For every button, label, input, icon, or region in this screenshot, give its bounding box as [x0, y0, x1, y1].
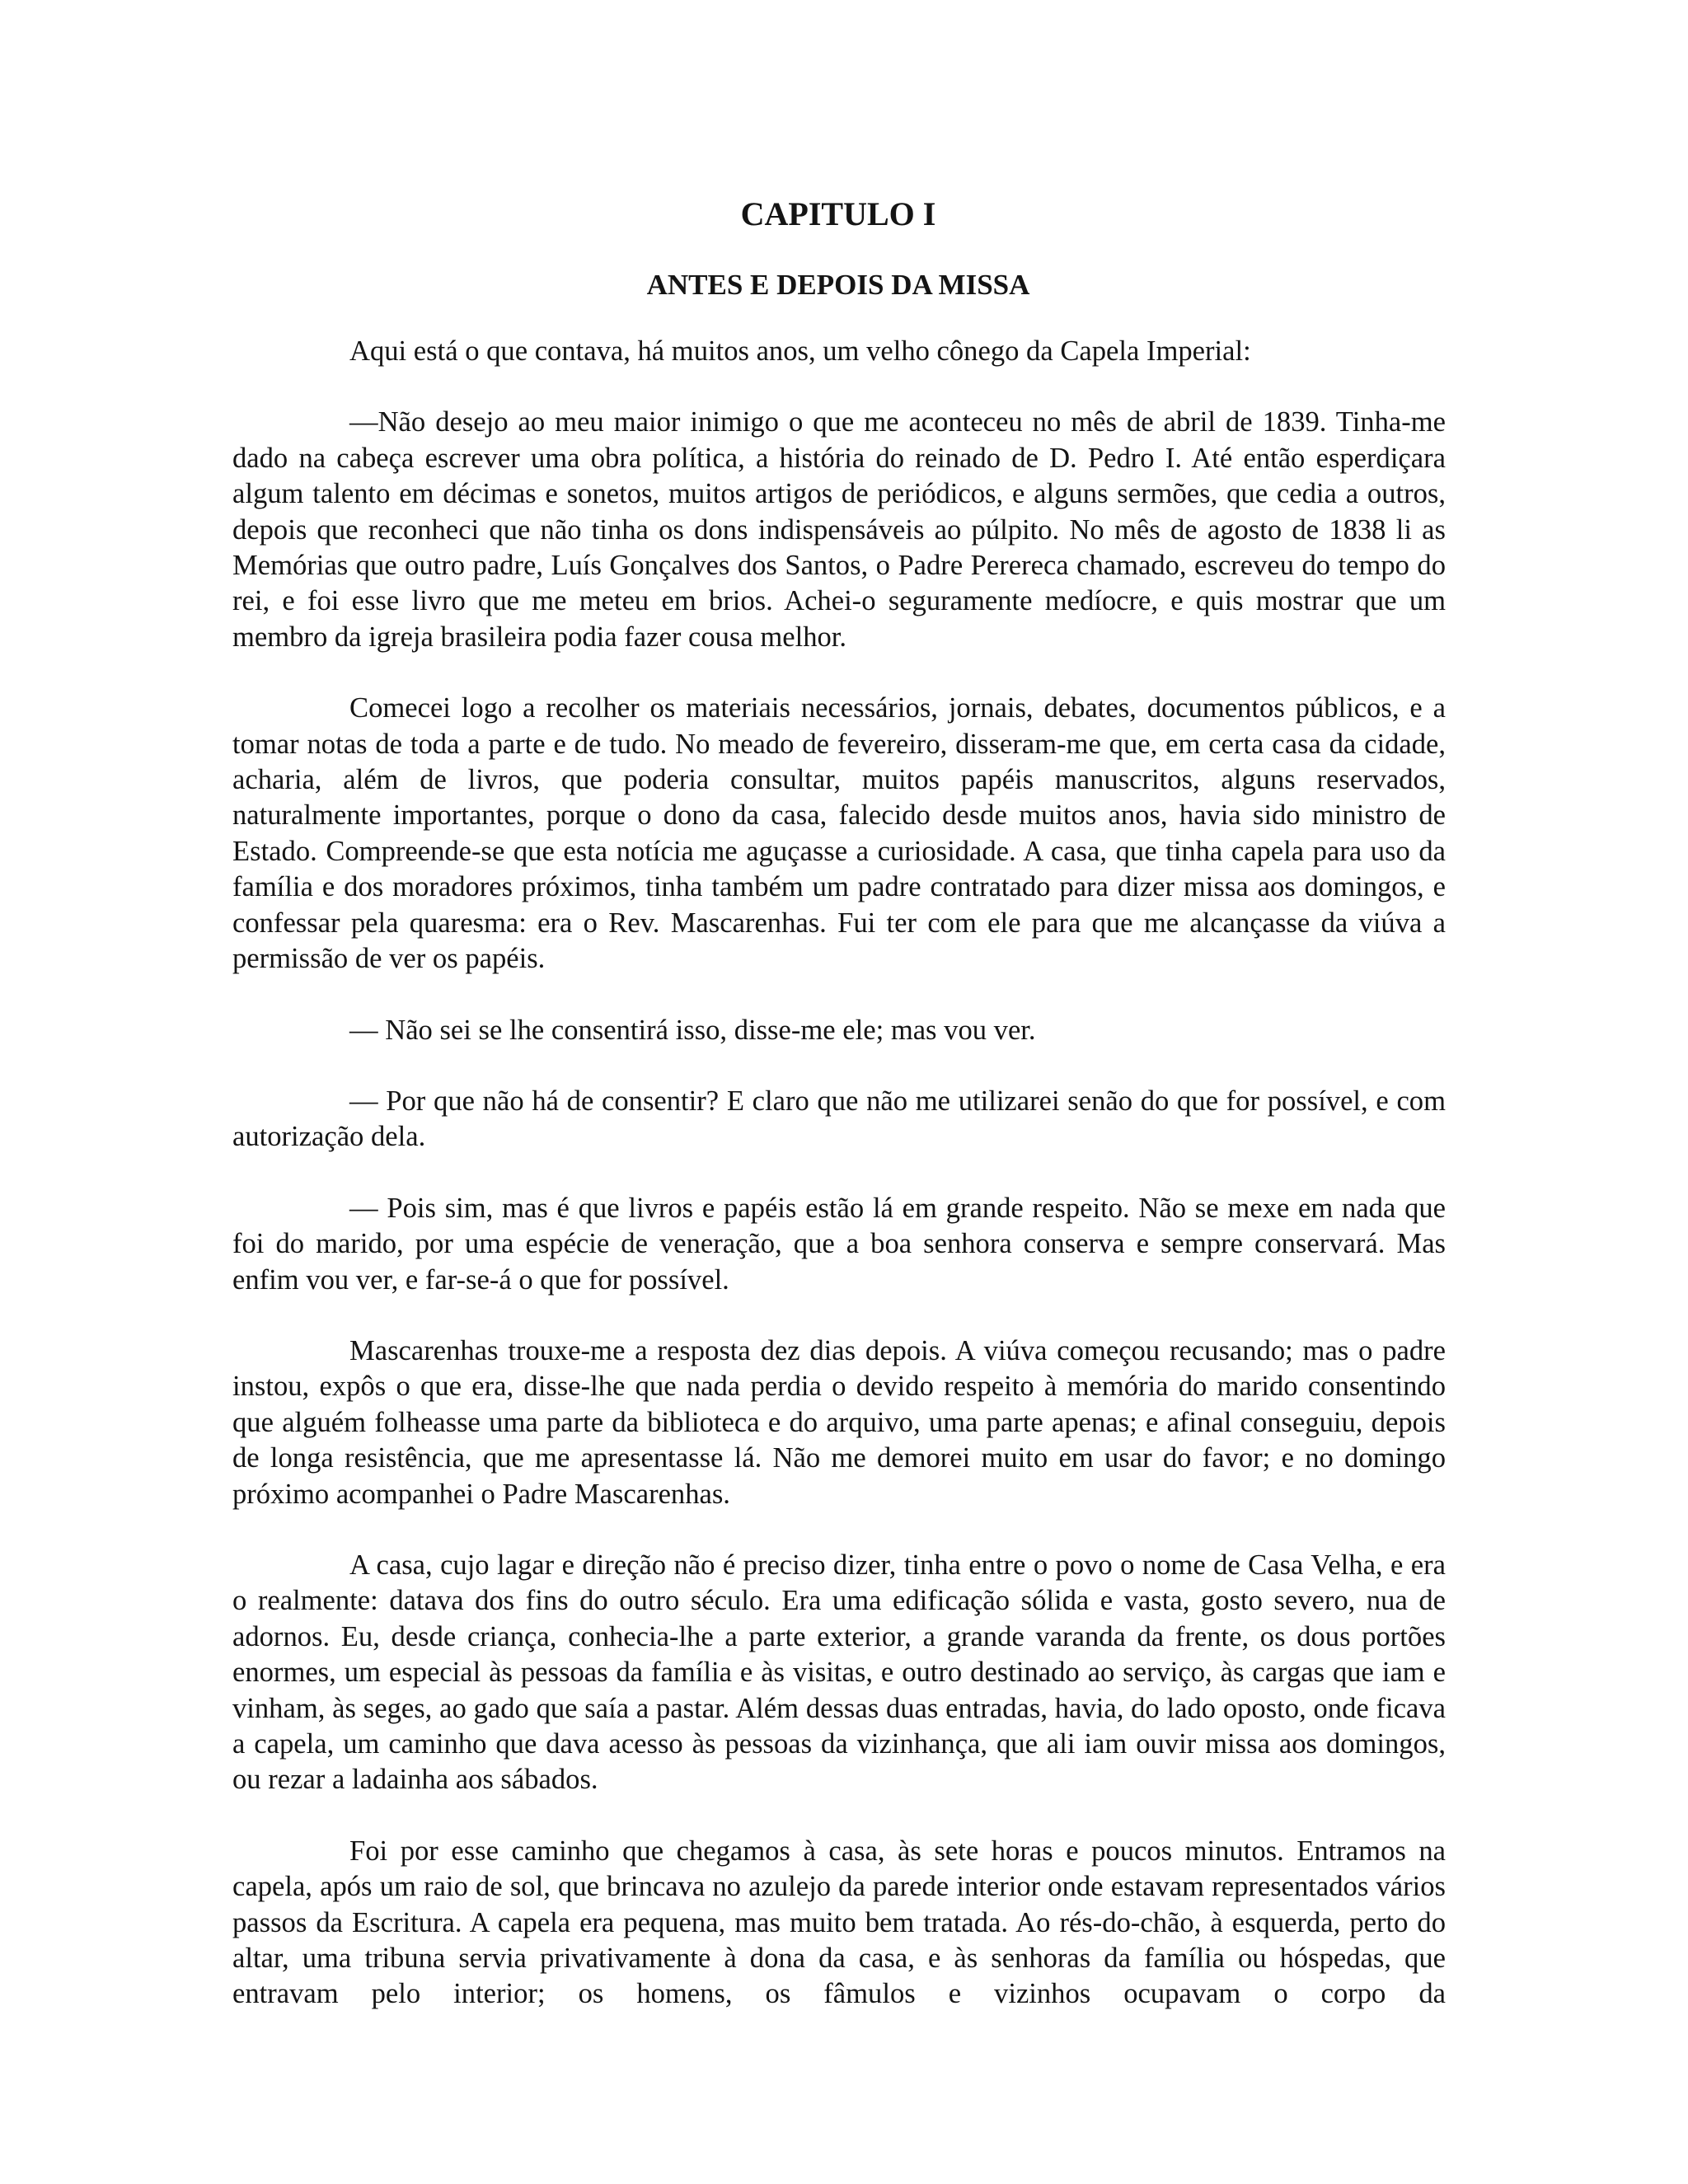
paragraph-4: A casa, cujo lagar e direção não é preciso dizer, tinha entre o povo o nome de Casa Velha, e era o realmente: datava dos fins do outro século. Era uma edificação sólida e vasta, gosto severo, nua de adornos. Eu, desde criança, conhecia-lhe a parte exterior, a grande varanda da frente, os dous portões enormes, um especial às pessoas da família e às visitas, e outro destinado ao serviço, às cargas que iam e vinham, às seges, ao gado que saía a pastar. Além dessas duas entradas, havia, do lado oposto, onde ficava a capela, um caminho que dava acesso às pessoas da vizinhança, que ali iam ouvir missa aos domingos, ou rezar a ladainha aos sábados.: [232, 1549, 1446, 1796]
paragraph-dialogue-3: — Pois sim, mas é que livros e papéis estão lá em grande respeito. Não se mexe em nada que foi do marido, por uma espécie de veneração, que a boa senhora conserva e sempre conservará. Mas enfim vou ver, e far-se-á o que for possível.: [232, 1192, 1446, 1296]
paragraph-1: —Não desejo ao meu maior inimigo o que me aconteceu no mês de abril de 1839. Tinha-me dado na cabeça escrever uma obra política, a história do reinado de D. Pedro I. Até então esperdiçara algum talento em décimas e sonetos, muitos artigos de periódicos, e alguns sermões, que cedia a outros, depois que reconheci que não tinha os dons indispensáveis ao púlpito. No mês de agosto de 1838 li as Memórias que outro padre, Luís Gonçalves dos Santos, o Padre Perereca chamado, escreveu do tempo do rei, e foi esse livro que me meteu em brios. Achei-o seguramente medíocre, e quis mostrar que um membro da igreja brasileira podia fazer cousa melhor.: [232, 406, 1446, 653]
chapter-subtitle: ANTES E DEPOIS DA MISSA: [646, 269, 1030, 301]
paragraph-3: Mascarenhas trouxe-me a resposta dez dias depois. A viúva começou recusando; mas o padre instou, expôs o que era, disse-lhe que nada perdia o devido respeito à memória do marido consentindo que alguém folheasse uma parte da biblioteca e do arquivo, uma parte apenas; e afinal conseguiu, depois de longa resistência, que me apresentasse lá. Não me demorei muito em usar do favor; e no domingo próximo acompanhei o Padre Mascarenhas.: [232, 1334, 1446, 1510]
paragraph-intro: Aqui está o que contava, há muitos anos, um velho cônego da Capela Imperial:: [349, 335, 1251, 367]
chapter-title: CAPITULO I: [740, 195, 936, 232]
paragraph-2: Comecei logo a recolher os materiais necessários, jornais, debates, documentos públicos, e a tomar notas de toda a parte e de tudo. No meado de fevereiro, disseram-me que, em certa casa da cidade, acharia, além de livros, que poderia consultar, muitos papéis manuscritos, alguns reservados, naturalmente importantes, porque o dono da casa, falecido desde muitos anos, havia sido ministro de Estado. Compreende-se que esta notícia me aguçasse a curiosidade. A casa, que tinha capela para uso da família e dos moradores próximos, tinha também um padre contratado para dizer missa aos domingos, e confessar pela quaresma: era o Rev. Mascarenhas. Fui ter com ele para que me alcançasse da viúva a permissão de ver os papéis.: [232, 692, 1446, 975]
paragraph-dialogue-1: — Não sei se lhe consentirá isso, disse-me ele; mas vou ver.: [349, 1014, 1036, 1046]
body-text: [232, 334, 1446, 2048]
paragraph-5: Foi por esse caminho que chegamos à casa, às sete horas e poucos minutos. Entramos na capela, após um raio de sol, que brincava no azulejo da parede interior onde estavam representados vários passos da Escritura. A capela era pequena, mas muito bem tratada. Ao rés-do-chão, à esquerda, perto do altar, uma tribuna servia privativamente à dona da casa, e às senhoras da família ou hóspedas, que entravam pelo interior; os homens, os fâmulos e vizinhos ocupavam o corpo da: [232, 1835, 1446, 2010]
paragraph-dialogue-2: — Por que não há de consentir? E claro que não me utilizarei senão do que for possível, e com autorização dela.: [232, 1085, 1446, 1153]
